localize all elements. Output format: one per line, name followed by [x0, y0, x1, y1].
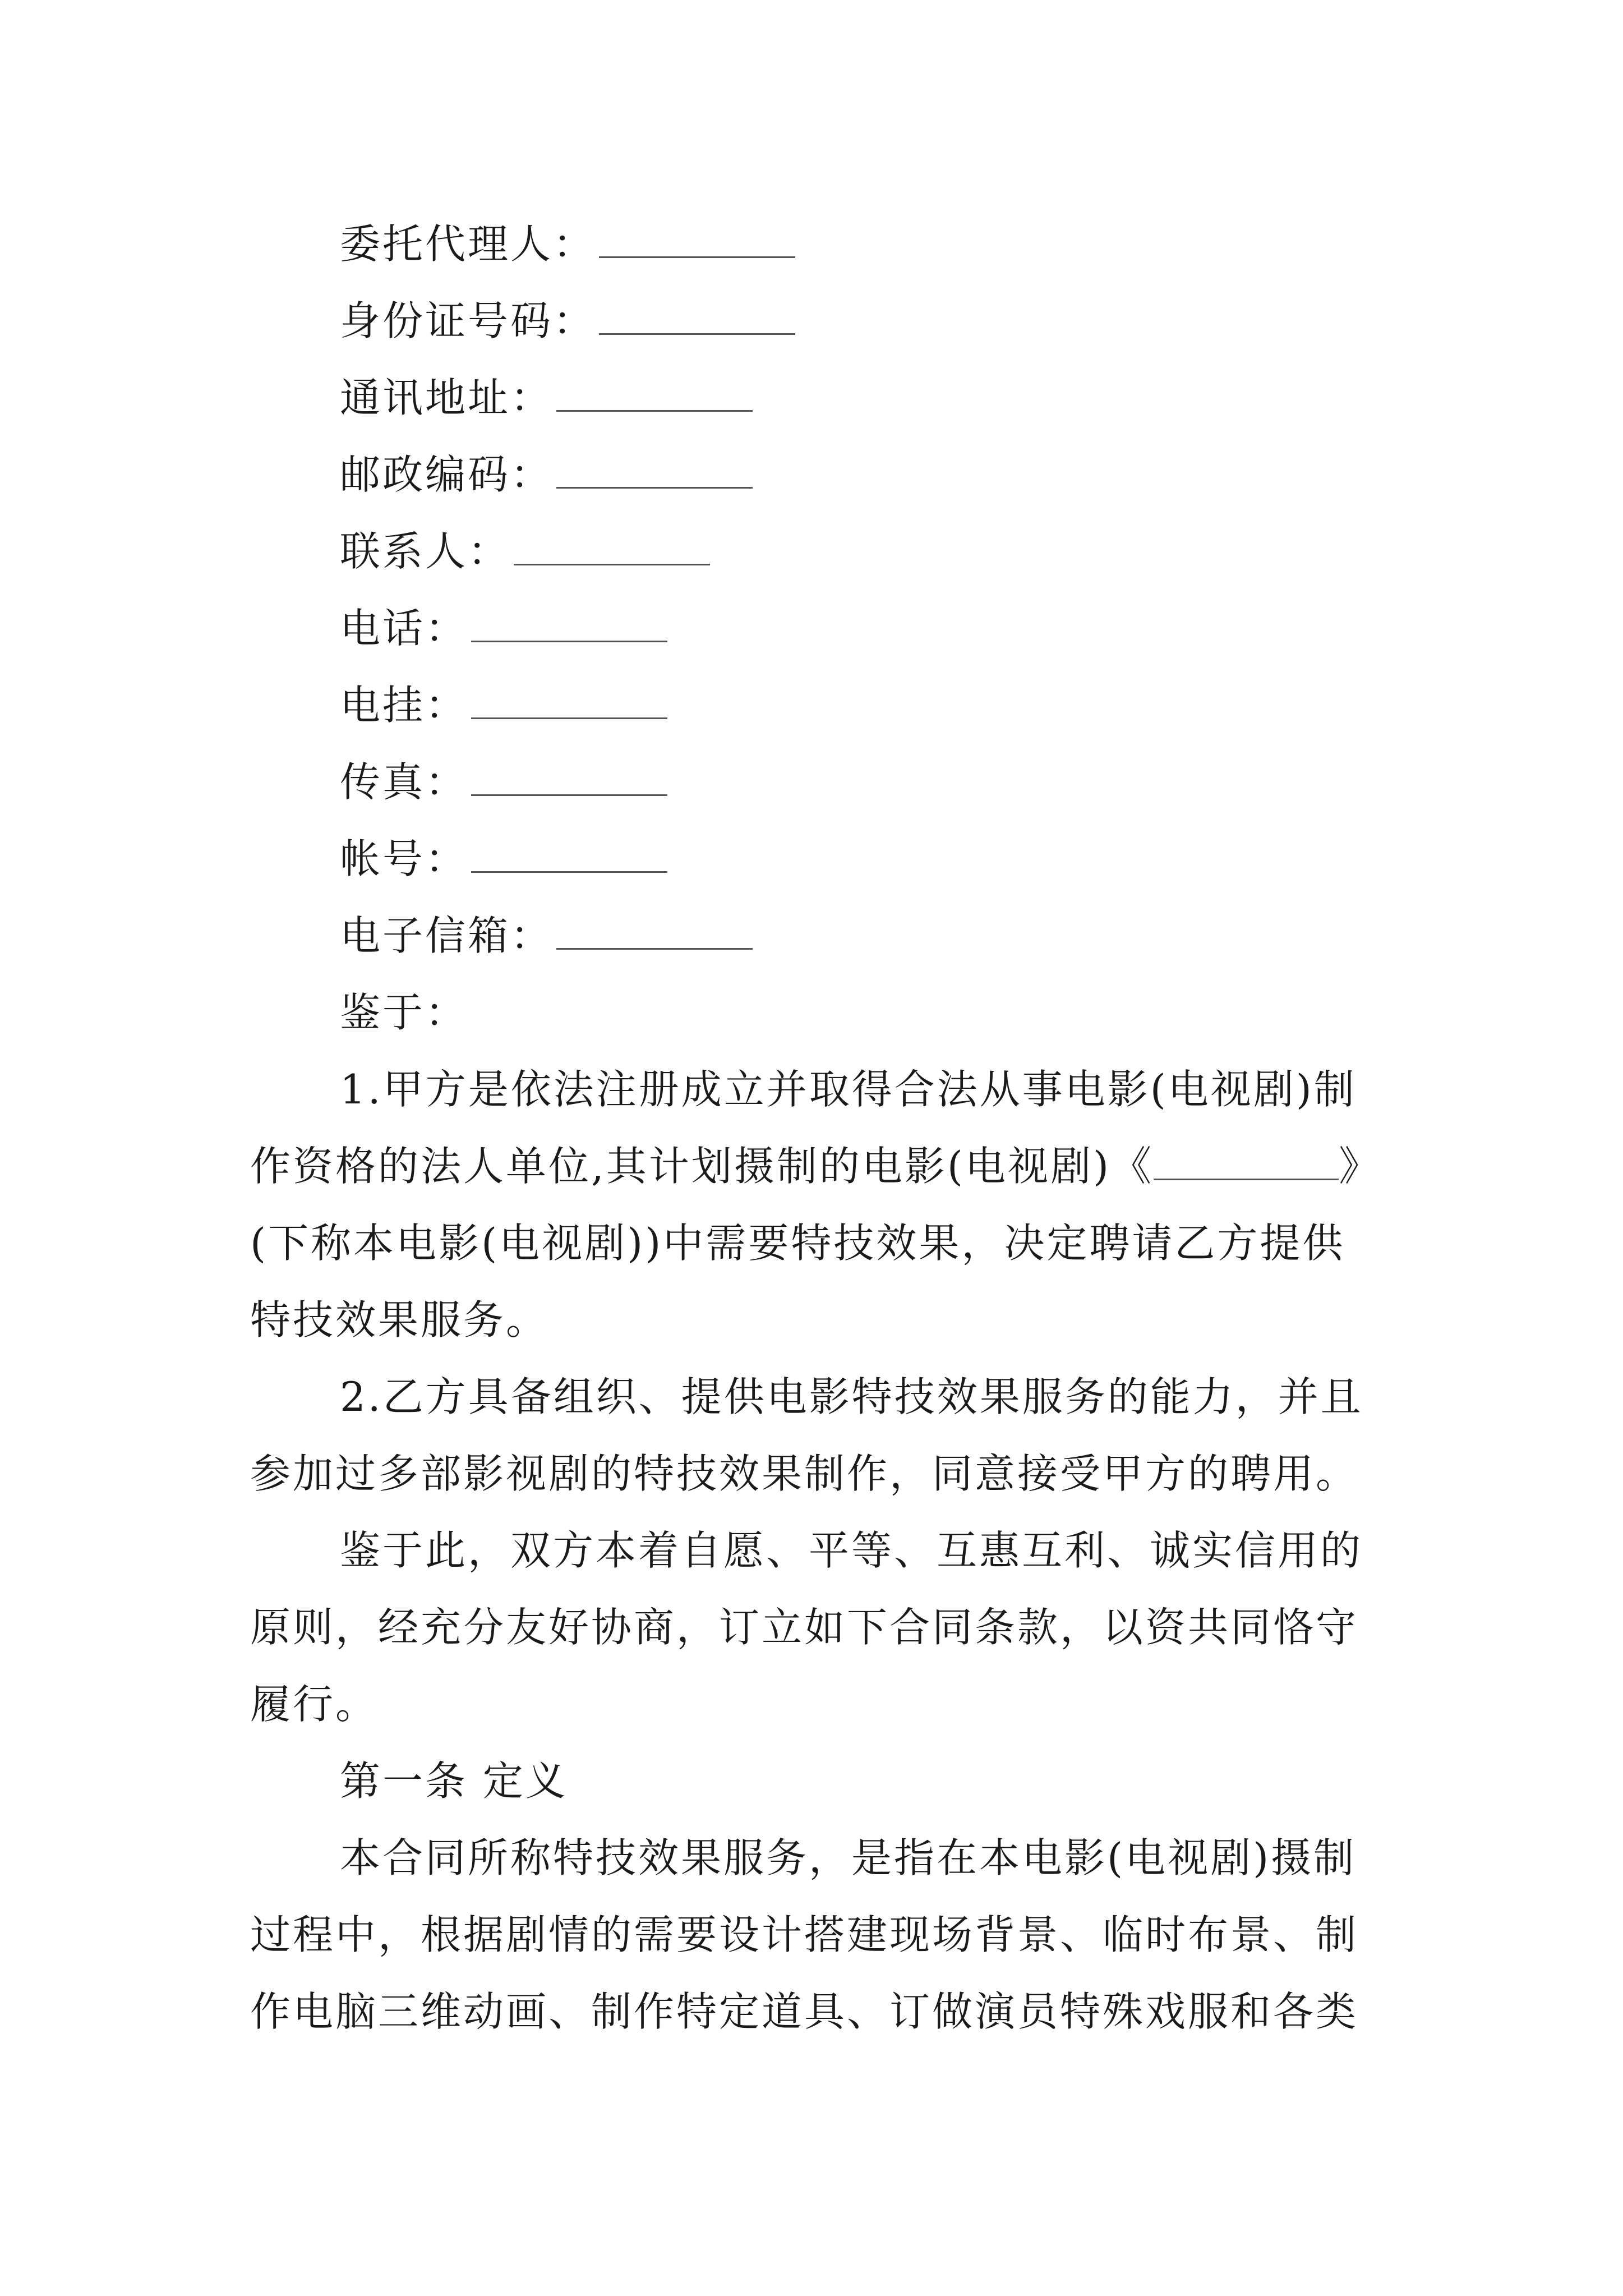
- article1-line3: 作电脑三维动画、制作特定道具、订做演员特殊戏服和各类: [250, 1988, 1359, 2035]
- article1-heading: 第一条 定义: [340, 1757, 568, 1805]
- field-account: [340, 831, 667, 887]
- clause1-line4: 特技效果服务。: [250, 1296, 549, 1343]
- field-label: 帐号：: [340, 835, 468, 882]
- field-label: 委托代理人：: [340, 220, 596, 268]
- field-address: [340, 370, 753, 426]
- fill-in-blank[interactable]: [556, 914, 753, 950]
- fill-in-blank[interactable]: [514, 530, 710, 565]
- agreement-line1: 鉴于此，双方本着自愿、平等、互惠互利、诚实信用的: [340, 1527, 1363, 1574]
- field-postcode: [340, 447, 753, 503]
- field-contact: [340, 523, 710, 579]
- fill-in-blank[interactable]: [471, 838, 667, 873]
- field-label: 身份证号码：: [340, 297, 596, 344]
- fill-in-blank[interactable]: [556, 376, 753, 412]
- fill-in-blank[interactable]: [599, 300, 795, 335]
- field-label: 通讯地址：: [340, 374, 554, 421]
- field-label: 邮政编码：: [340, 451, 554, 498]
- field-label: 电挂：: [340, 682, 468, 729]
- field-phone: [340, 600, 667, 656]
- field-label: 联系人：: [340, 528, 511, 575]
- field-label: 电话：: [340, 605, 468, 652]
- clause2-line2: 参加过多部影视剧的特技效果制作，同意接受甲方的聘用。: [250, 1450, 1359, 1497]
- fill-in-blank[interactable]: [556, 453, 753, 489]
- article1-line1: 本合同所称特技效果服务，是指在本电影(电视剧)摄制: [340, 1834, 1357, 1881]
- fill-in-blank[interactable]: [599, 223, 795, 258]
- field-cable: [340, 677, 667, 733]
- whereas-heading: 鉴于：: [340, 989, 468, 1036]
- clause1-line2-text: 作资格的法人单位,其计划摄制的电影(电视剧)《: [250, 1143, 1154, 1190]
- clause1-line2-close: 》: [1339, 1143, 1382, 1190]
- fill-in-blank[interactable]: [471, 684, 667, 719]
- fill-in-blank[interactable]: [471, 607, 667, 642]
- agreement-line3: 履行。: [250, 1681, 379, 1728]
- clause1-line2: [250, 1138, 1381, 1194]
- clause1-line3: (下称本电影(电视剧))中需要特技效果，决定聘请乙方提供: [250, 1220, 1345, 1267]
- article1-line2: 过程中，根据剧情的需要设计搭建现场背景、临时布景、制: [250, 1911, 1359, 1958]
- agreement-line2: 原则，经充分友好协商，订立如下合同条款，以资共同恪守: [250, 1604, 1359, 1651]
- field-label: 电子信箱：: [340, 912, 554, 959]
- fill-in-blank[interactable]: [471, 761, 667, 796]
- field-label: 传真：: [340, 758, 468, 806]
- field-id-number: [340, 293, 795, 349]
- field-email: [340, 908, 753, 964]
- clause1-line1: 1.甲方是依法注册成立并取得合法从事电影(电视剧)制: [340, 1066, 1357, 1113]
- film-title-blank[interactable]: [1154, 1145, 1339, 1180]
- field-fax: [340, 754, 667, 810]
- clause2-line1: 2.乙方具备组织、提供电影特技效果服务的能力，并且: [340, 1373, 1363, 1420]
- field-agent: [340, 216, 795, 272]
